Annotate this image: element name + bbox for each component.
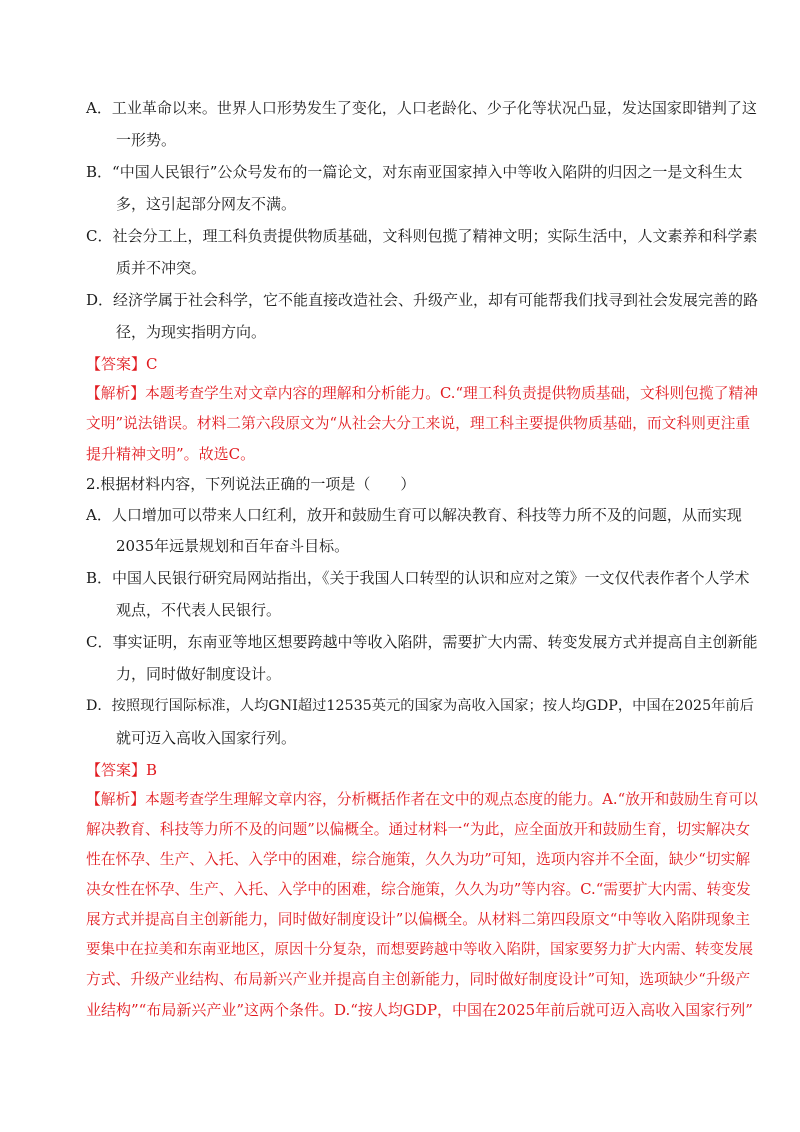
q2-explanation-line4: 决女性在怀孕、生产、入托、入学中的困难，综合施策，久久为功”等内容。C.“需要扩大内需、转变发 [86,881,751,898]
q2-option-a-line1: A．人口增加可以带来人口红利，放开和鼓励生育可以解决教育、科技等力所不及的问题，从而实现 [86,506,742,524]
q1-answer: 【答案】C [86,355,158,373]
q2-explanation-line6: 要集中在拉美和东南亚地区，原因十分复杂，而想要跨越中等收入陷阱，国家要努力扩大内需、转变发展 [86,942,753,958]
q2-option-a-line2: 2035年远景规划和百年奋斗目标。 [116,537,350,555]
q2-option-d-line2: 就可迈入高收入国家行列。 [116,729,297,747]
q1-option-c-line1: C．社会分工上，理工科负责提供物质基础，文科则包揽了精神文明；实际生活中，人文素养和科学素 [86,227,758,245]
q2-explanation-line8: 业结构”“布局新兴产业”这两个条件。D.“按人均GDP，中国在2025年前后就可迈入高收入国家行列” [86,1001,753,1019]
q1-option-b-line2: 多，这引起部分网友不满。 [116,195,297,213]
q2-answer: 【答案】B [86,761,158,779]
q1-option-c-line2: 质并不冲突。 [116,259,207,277]
q2-explanation-line1: 【解析】本题考查学生理解文章内容，分析概括作者在文中的观点态度的能力。A.“放开和鼓励生育可以 [86,791,758,808]
q1-option-a-line2: 一形势。 [116,131,177,149]
q1-explanation-line1: 【解析】本题考查学生对文章内容的理解和分析能力。C.“理工科负责提供物质基础，文科则包揽了精神 [86,385,758,402]
q1-explanation-line2: 文明”说法错误。材料二第六段原文为“从社会大分工来说，理工科主要提供物质基础，而文科则更注重 [86,415,751,432]
q2-explanation-line7: 方式、升级产业结构、布局新兴产业并提高自主创新能力，同时做好制度设计”可知，选项缺少“升级产 [86,971,751,988]
q2-option-b-line2: 观点，不代表人民银行。 [116,601,282,619]
q1-option-b-line1: B．“中国人民银行”公众号发布的一篇论文，对东南亚国家掉入中等收入陷阱的归因之一是文科生太 [86,163,743,181]
q2-explanation-line3: 性在怀孕、生产、入托、入学中的困难，综合施策，久久为功”可知，选项内容并不全面，缺少“切实解 [86,851,751,868]
q1-option-d-line2: 径，为现实指明方向。 [116,323,267,341]
q2-option-c-line1: C．事实证明，东南亚等地区想要跨越中等收入陷阱，需要扩大内需、转变发展方式并提高自主创新能 [86,633,758,651]
q2-option-d-line1: D．按照现行国际标准，人均GNI超过12535英元的国家为高收入国家；按人均GDP，中国在2025年前后 [86,698,754,714]
q2-explanation-line5: 展方式并提高自主创新能力，同时做好制度设计”以偏概全。从材料二第四段原文“中等收入陷阱现象主 [86,911,751,928]
q1-option-d-line1: D．经济学属于社会科学，它不能直接改造社会、升级产业，却有可能帮我们找寻到社会发展完善的路 [86,291,759,309]
q1-option-a-line1: A．工业革命以来。世界人口形势发生了变化，人口老龄化、少子化等状况凸显，发达国家即错判了这 [86,99,757,117]
q2-option-c-line2: 力，同时做好制度设计。 [116,665,282,683]
q2-stem: 2.根据材料内容，下列说法正确的一项是（ ） [86,475,416,493]
q2-option-b-line1: B．中国人民银行研究局网站指出，《关于我国人口转型的认识和应对之策》一文仅代表作者个人学术 [86,569,750,587]
q1-explanation-line3: 提升精神文明”。故选C。 [86,445,256,463]
q2-explanation-line2: 解决教育、科技等力所不及的问题”以偏概全。通过材料一“为此，应全面放开和鼓励生育，切实解决女 [86,821,751,838]
